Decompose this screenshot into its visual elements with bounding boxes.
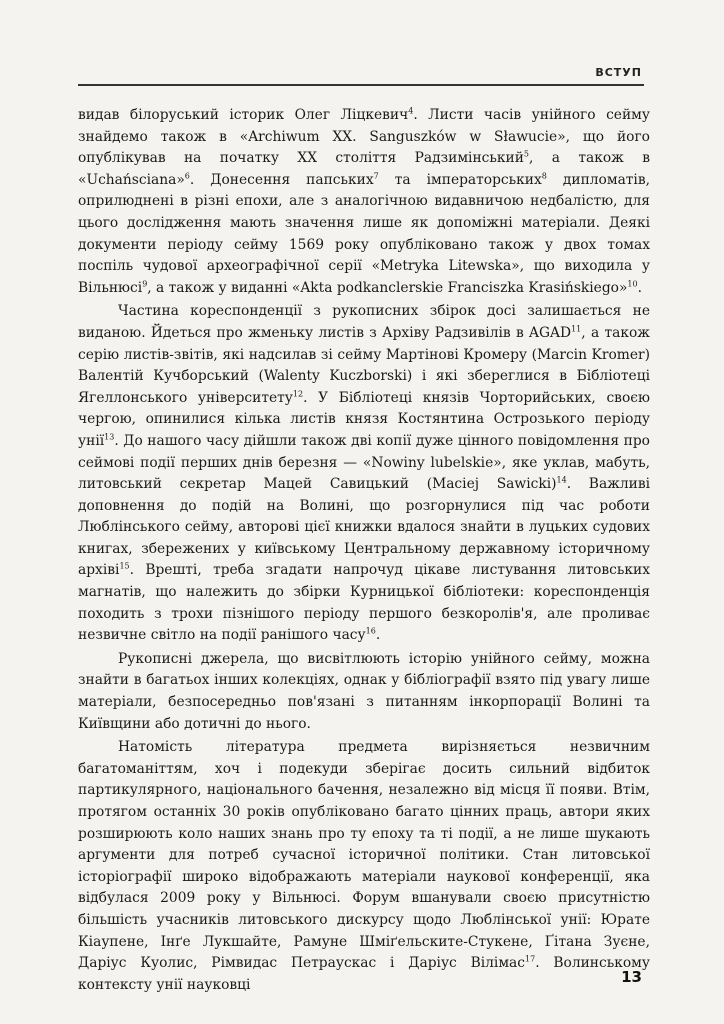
footnote-ref[interactable]: 14 <box>556 475 567 485</box>
footnote-ref[interactable]: 10 <box>627 279 638 289</box>
text-run: та імператорських <box>378 171 542 188</box>
text-run: Натомість література предмета вирізняється незвичним багатоманіттям, хоч і подекуди зберігає досить сильний відбиток партикулярного, національного бачення, незалежно від місця її появи. Втім, протягом останніх 30 років опубліковано багато цінних праць, автори яких розширюють коло наших знань про ту епоху та ті події, а не лише шукають аргументи для потреб сучасної історичної політики. Стан литовської історіографії широко відображають матеріали наукової конференції, яка відбулася 2009 року у Вільнюсі. Форум вшанували своєю присутністю більшість учасників литовського дискурсу щодо Люблінської унії: Юрате Кіаупене, Інґе Лукшайте, Рамуне Шміґельските-Стукене, Ґітана Зуєне, Даріус Куолис, Рімвидас Петраускас і Даріус Вілімас <box>78 739 650 972</box>
footnote-ref[interactable]: 8 <box>541 171 547 181</box>
text-run: , а також в «Uchańsciana» <box>78 150 651 188</box>
text-run: . Донесення папських <box>189 171 374 188</box>
body-text <box>78 105 650 996</box>
footnote-ref[interactable]: 7 <box>373 171 379 181</box>
text-run: . До нашого часу дійшли також дві копії дуже цінного повідомлення про сеймові події перших днів березня — «Nowiny lubelskie», яке уклав, мабуть, литовський секретар Мацей Савицький (Maciej Sawicki) <box>78 432 650 493</box>
paragraph <box>78 737 650 996</box>
text-run: . <box>375 627 381 644</box>
text-run: . Врешті, треба згадати напрочуд цікаве листування литовських магнатів, що належить до збірки Курницької бібліотеки: кореспонденція походить з трохи пізнішого періоду першого безкоролів'я, але проливає незвичне світло на події ранішого часу <box>78 562 650 644</box>
footnote-ref[interactable]: 12 <box>292 389 304 399</box>
paragraph <box>78 301 650 647</box>
running-header: ВСТУП <box>595 66 642 79</box>
text-run: . У Бібліотеці князів Чорторийських, своєю чергою, опинилися кілька листів князя Костянтина Острозького періоду унії <box>78 389 650 449</box>
text-run: видав білоруський історик Олег Ліцкевич <box>78 107 409 123</box>
text-run: , а також у виданні «Akta podkanclerskie Franciszka Krasińskiego» <box>147 279 628 296</box>
footnote-ref[interactable]: 6 <box>184 171 190 181</box>
text-run: . Волинському контексту унії науковці <box>78 955 651 993</box>
paragraph <box>78 105 650 299</box>
footnote-ref[interactable]: 4 <box>408 106 414 116</box>
page-number: 13 <box>621 968 642 986</box>
paragraph <box>78 649 650 735</box>
text-run: Рукописні джерела, що висвітлюють історію унійного сейму, можна знайти в багатьох інших колекціях, однак у бібліографії взято під увагу лише матеріали, безпосередньо пов'язані з питанням інкорпорації Волині та Київщини або дотичні до нього. <box>78 650 650 732</box>
footnote-ref[interactable]: 11 <box>571 324 582 334</box>
text-run: , а також серію листів-звітів, які надсилав зі сейму Мартінові Кромеру (Marcin Kromer) Валентій Кучборський (Walenty Kuczborski) і які збереглися в Бібліотеці Ягеллонського університету <box>78 324 650 406</box>
text-run: . Важливі доповнення до подій на Волині, що розгорнулися під час роботи Люблінського сейму, авторові цієї книжки вдалося знайти в луцьких судових книгах, збережених у київському Центральному державному історичному архіві <box>78 476 650 579</box>
footnote-ref[interactable]: 13 <box>104 432 115 442</box>
text-run: Частина кореспонденції з рукописних збірок досі залишається не виданою. Йдеться про жменьку листів з Архіву Радзивілів в AGAD <box>78 303 650 341</box>
text-run: . Листи часів унійного сейму знайдемо також в «Archiwum XX. Sanguszków w Sławucie», що його опублікував на початку XX століття Радзимінський <box>78 107 651 167</box>
footnote-ref[interactable]: 16 <box>365 626 376 636</box>
header-rule <box>78 84 644 86</box>
footnote-ref[interactable]: 17 <box>525 954 536 964</box>
footnote-ref[interactable]: 5 <box>523 149 530 159</box>
text-run: дипломатів, оприлюднені в різні епохи, але з аналогічною видавничою недбалістю, для цього дослідження мають значення лише як допоміжні матеріали. Деякі документи періоду сейму 1569 року опубліковано також у двох томах поспіль чудової археографічної серії «Metryka Litewska», що виходила у Вільнюсі <box>78 171 650 296</box>
footnote-ref[interactable]: 9 <box>142 279 148 289</box>
footnote-ref[interactable]: 15 <box>119 561 130 571</box>
text-run: . <box>637 279 642 296</box>
